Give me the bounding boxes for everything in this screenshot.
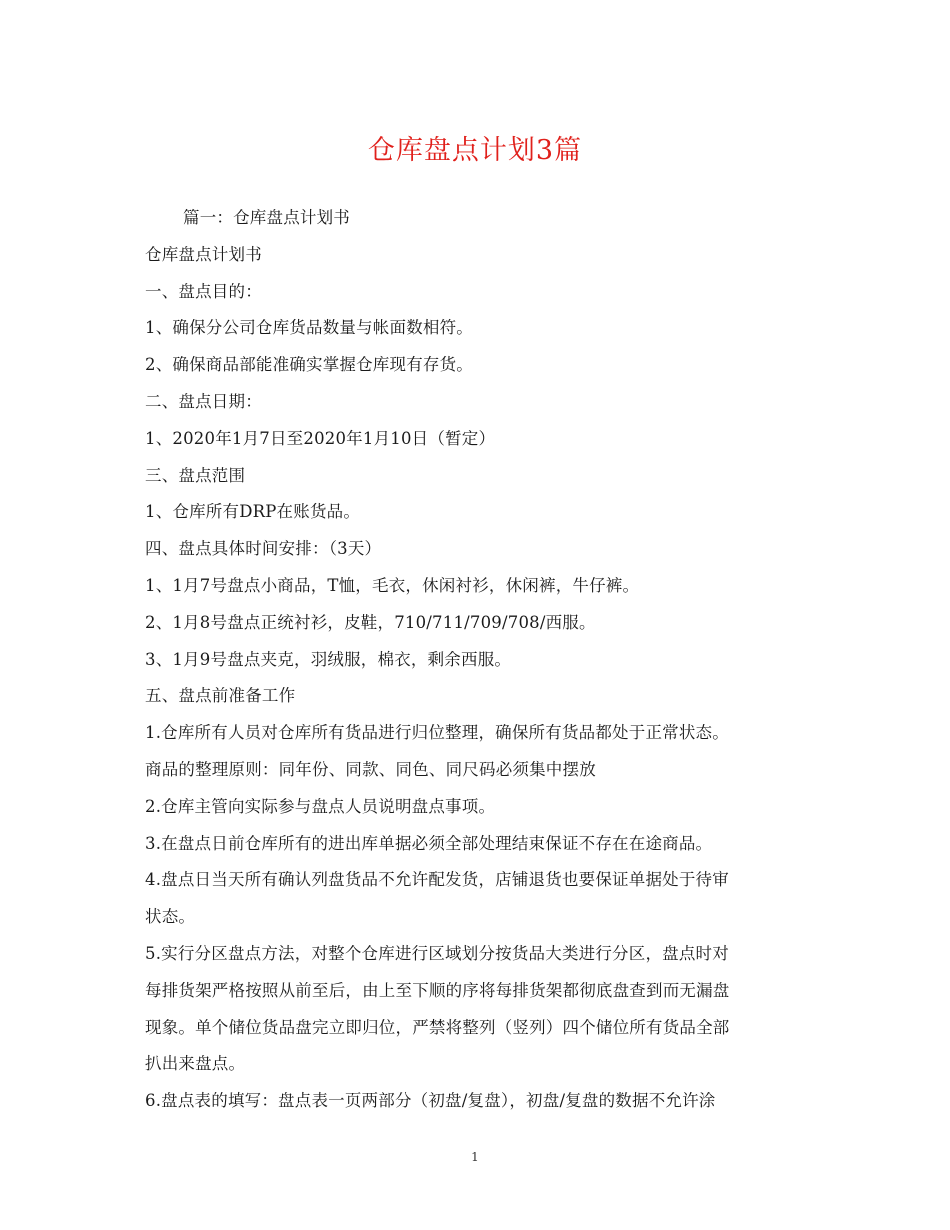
document-title: 仓库盘点计划3篇 bbox=[367, 135, 583, 166]
paragraph-line: 1.仓库所有人员对仓库所有货品进行归位整理，确保所有货品都处于正常状态。 bbox=[145, 723, 729, 743]
paragraph-line: 二、盘点日期： bbox=[145, 391, 262, 411]
paragraph-line: 5.实行分区盘点方法，对整个仓库进行区域划分按货品大类进行分区，盘点时对 bbox=[145, 943, 729, 963]
paragraph-line: 四、盘点具体时间安排：（3天） bbox=[145, 539, 382, 559]
paragraph-line: 3、1月9号盘点夹克，羽绒服，棉衣，剩余西服。 bbox=[145, 649, 512, 669]
paragraph-line: 扒出来盘点。 bbox=[145, 1054, 246, 1074]
paragraph-line: 商品的整理原则：同年份、同款、同色、同尺码必须集中摆放 bbox=[145, 759, 596, 779]
page-number: 1 bbox=[471, 1150, 479, 1164]
paragraph-line: 状态。 bbox=[145, 907, 196, 927]
paragraph-line: 2、1月8号盘点正统衬衫，皮鞋，710/711/709/708/西服。 bbox=[145, 612, 596, 632]
paragraph-line: 6.盘点表的填写：盘点表一页两部分（初盘/复盘），初盘/复盘的数据不允许涂 bbox=[145, 1091, 716, 1111]
paragraph-line: 五、盘点前准备工作 bbox=[145, 686, 296, 706]
section-heading: 篇一：仓库盘点计划书 bbox=[183, 208, 350, 227]
paragraph-line: 每排货架严格按照从前至后，由上至下顺的序将每排货架都彻底盘查到而无漏盘 bbox=[145, 980, 730, 1000]
paragraph-line: 1、1月7号盘点小商品，T恤，毛衣，休闲衬衫，休闲裤，牛仔裤。 bbox=[145, 575, 640, 595]
paragraph-line: 2、确保商品部能准确实掌握仓库现有存货。 bbox=[145, 355, 473, 375]
paragraph-line: 1、2020年1月7日至2020年1月10日（暂定） bbox=[145, 428, 496, 448]
paragraph-line: 1、仓库所有DRP在账货品。 bbox=[145, 502, 361, 522]
paragraph-line: 2.仓库主管向实际参与盘点人员说明盘点事项。 bbox=[145, 796, 496, 816]
paragraph-line: 现象。单个储位货品盘完立即归位，严禁将整列（竖列）四个储位所有货品全部 bbox=[145, 1017, 730, 1037]
paragraph-line: 仓库盘点计划书 bbox=[145, 244, 262, 264]
paragraph-line: 一、盘点目的： bbox=[145, 281, 262, 301]
paragraph-line: 1、确保分公司仓库货品数量与帐面数相符。 bbox=[145, 318, 473, 338]
paragraph-line: 三、盘点范围 bbox=[145, 465, 246, 485]
document-body bbox=[145, 200, 810, 1120]
paragraph-line: 3.在盘点日前仓库所有的进出库单据必须全部处理结束保证不存在在途商品。 bbox=[145, 833, 713, 853]
paragraph-line: 4.盘点日当天所有确认列盘货品不允许配发货，店铺退货也要保证单据处于待审 bbox=[145, 870, 729, 890]
